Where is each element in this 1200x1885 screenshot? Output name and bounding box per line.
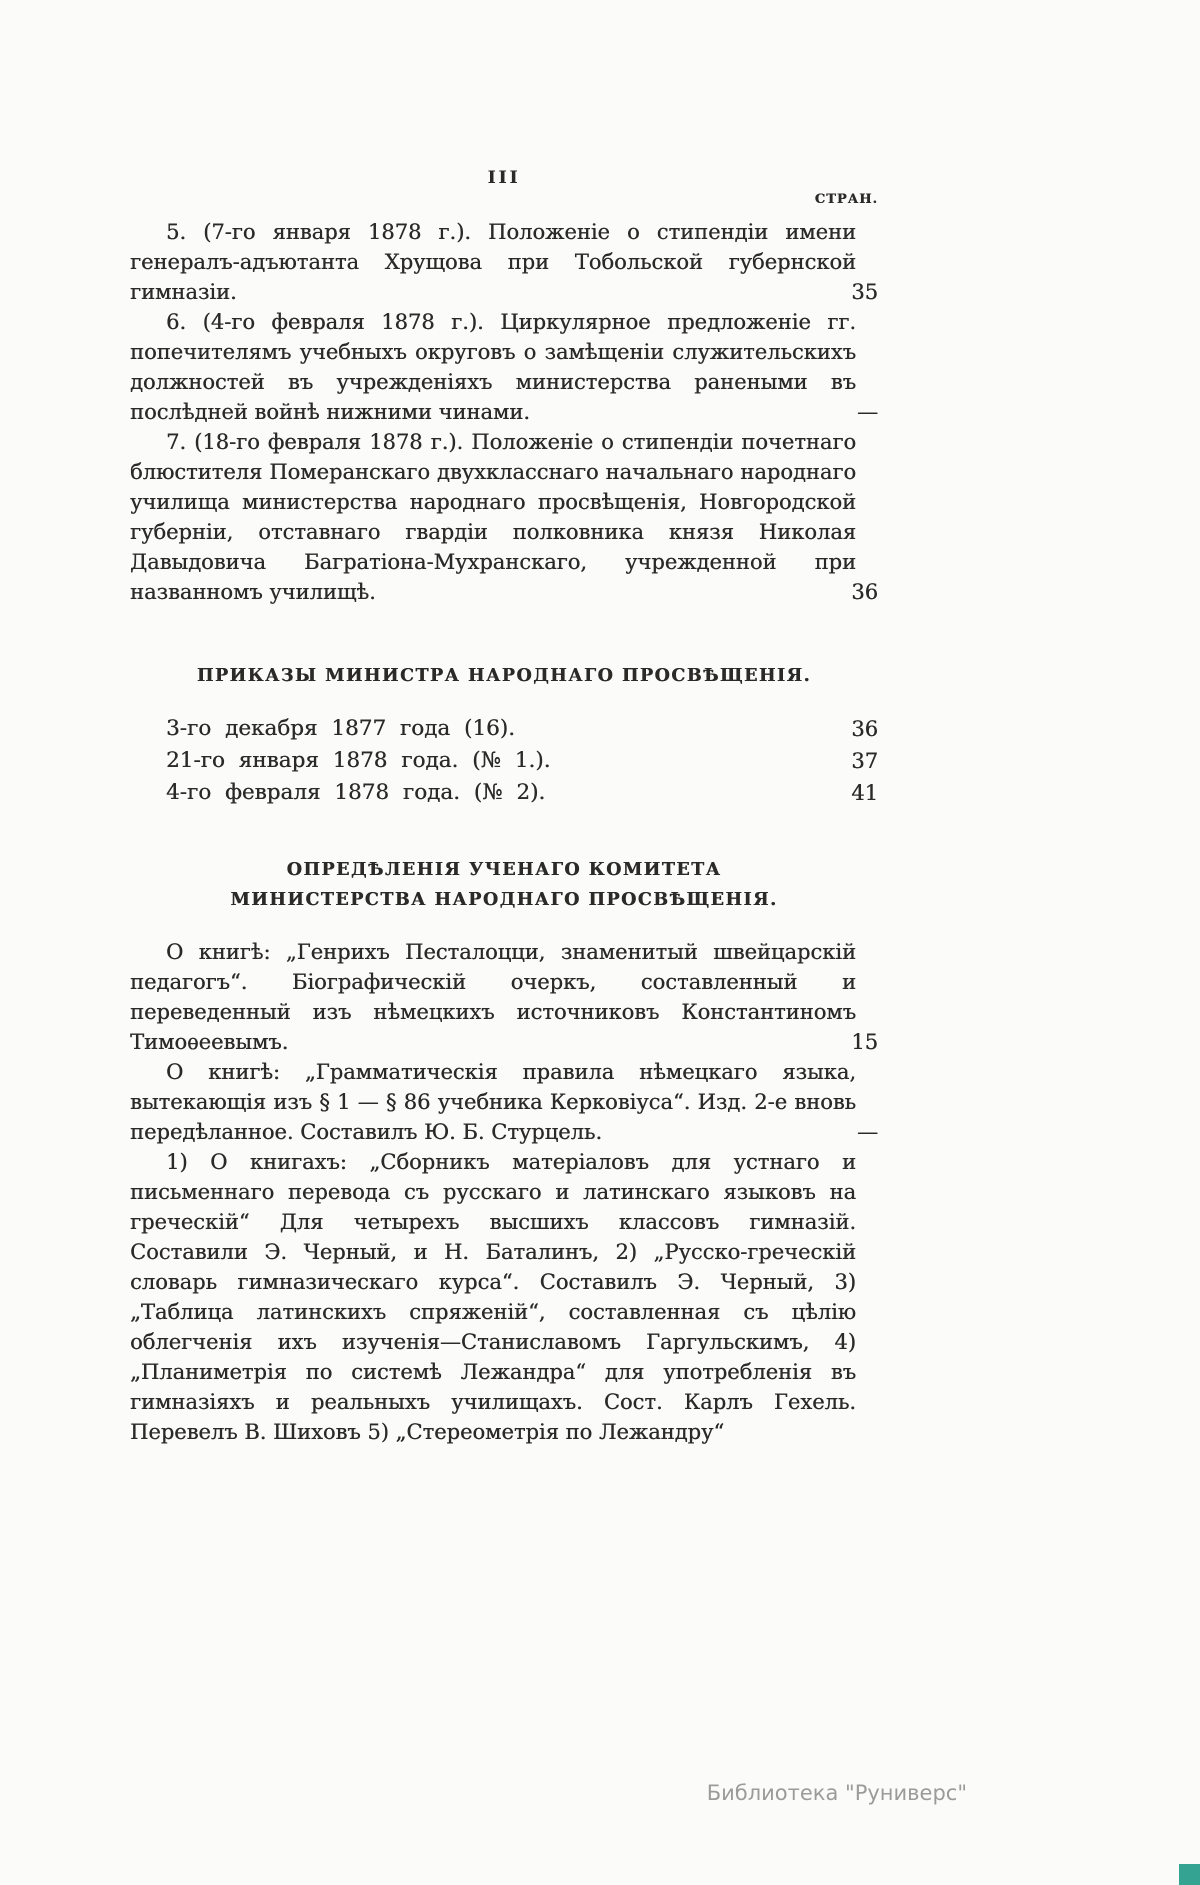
- entry-text: 3-го декабря 1877 года (16).: [166, 716, 515, 741]
- entry-page-number: 35: [851, 280, 878, 304]
- toc-entry: [130, 1057, 878, 1147]
- entry-text: 7. (18-го февраля 1878 г.). Положеніе о стипендіи почетнаго блюстителя Померанскаго двухкласснаго начальнаго народнаго училища министерства народнаго просвѣщенія, Новгородской губерніи, отставнаго гвардіи полковника князя Николая Давыдовича Багратіона-Мухранскаго, учрежденной при названномъ училищѣ.: [130, 430, 856, 604]
- section-orders: [130, 661, 878, 809]
- toc-entry: [130, 713, 878, 745]
- section-heading: ОПРЕДѢЛЕНІЯ УЧЕНАГО КОМИТЕТА МИНИСТЕРСТВА НАРОДНАГО ПРОСВѢЩЕНІЯ.: [230, 860, 778, 910]
- page-folio: III: [487, 168, 521, 188]
- toc-entry: [130, 777, 878, 809]
- entry-text: 5. (7-го января 1878 г.). Положеніе о стипендіи имени генералъ-адъютанта Хрущова при Тобольской губернской гимназіи.: [130, 220, 856, 304]
- entry-text: 4-го февраля 1878 года. (№ 2).: [166, 780, 546, 805]
- section-heading: ПРИКАЗЫ МИНИСТРА НАРОДНАГО ПРОСВѢЩЕНІЯ.: [196, 666, 812, 686]
- section-entries: [130, 713, 878, 809]
- entry-page-number: 37: [851, 749, 878, 773]
- toc-entry: [130, 1147, 878, 1447]
- corner-color-mark: [1179, 1864, 1200, 1885]
- section-committee-decisions: [130, 855, 878, 1447]
- entry-page-number: —: [857, 400, 878, 424]
- toc-entry: [130, 307, 878, 427]
- entry-page-number: 41: [851, 781, 878, 805]
- entry-text: 1) О книгахъ: „Сборникъ матеріаловъ для устнаго и письменнаго перевода съ русскаго и латинскаго языковъ на греческій“ Для четырехъ высшихъ классовъ гимназій. Составили Э. Черный, и Н. Баталинъ, 2) „Русско-греческій словарь гимназическаго курса“. Составилъ Э. Черный, 3) „Таблица латинскихъ спряженій“, составленная съ цѣлію облегченія ихъ изученія—Станиславомъ Гаргульскимъ, 4) „Планиметрія по системѣ Лежандра“ для употребленія въ гимназіяхъ и реальныхъ училищахъ. Сост. Карлъ Гехель. Перевелъ В. Шиховъ 5) „Стереометрія по Лежандру“: [130, 1150, 856, 1444]
- library-watermark: Библиотека "Руниверс": [706, 1781, 967, 1805]
- entry-text: О книгѣ: „Грамматическія правила нѣмецкаго языка, вытекающія изъ § 1 — § 86 учебника Керковіуса“. Изд. 2-е вновь передѣланное. Составилъ Ю. Б. Стурцель.: [130, 1060, 856, 1144]
- entry-text: О книгѣ: „Генрихъ Песталоцци, знаменитый швейцарскій педагогъ“. Біографическій очеркъ, составленный и переведенный изъ нѣмецкихъ источниковъ Константиномъ Тимоѳеевымъ.: [130, 940, 856, 1054]
- toc-entry: [130, 745, 878, 777]
- entry-page-number: 36: [851, 717, 878, 741]
- entry-page-number: —: [857, 1120, 878, 1144]
- entry-page-number: 15: [851, 1030, 878, 1054]
- entry-page-number: 36: [851, 580, 878, 604]
- page-column-header: СТРАН.: [814, 192, 878, 207]
- entry-text: 21-го января 1878 года. (№ 1.).: [166, 748, 551, 773]
- toc-entry: [130, 937, 878, 1057]
- section-entries: [130, 937, 878, 1447]
- toc-entry: [130, 217, 878, 307]
- entry-text: 6. (4-го февраля 1878 г.). Циркулярное предложеніе гг. попечителямъ учебныхъ округовъ о замѣщеніи служительскихъ должностей въ учрежденіяхъ министерства ранеными въ послѣдней войнѣ нижними чинами.: [130, 310, 856, 424]
- toc-entry: [130, 427, 878, 607]
- toc-content: [130, 168, 878, 1447]
